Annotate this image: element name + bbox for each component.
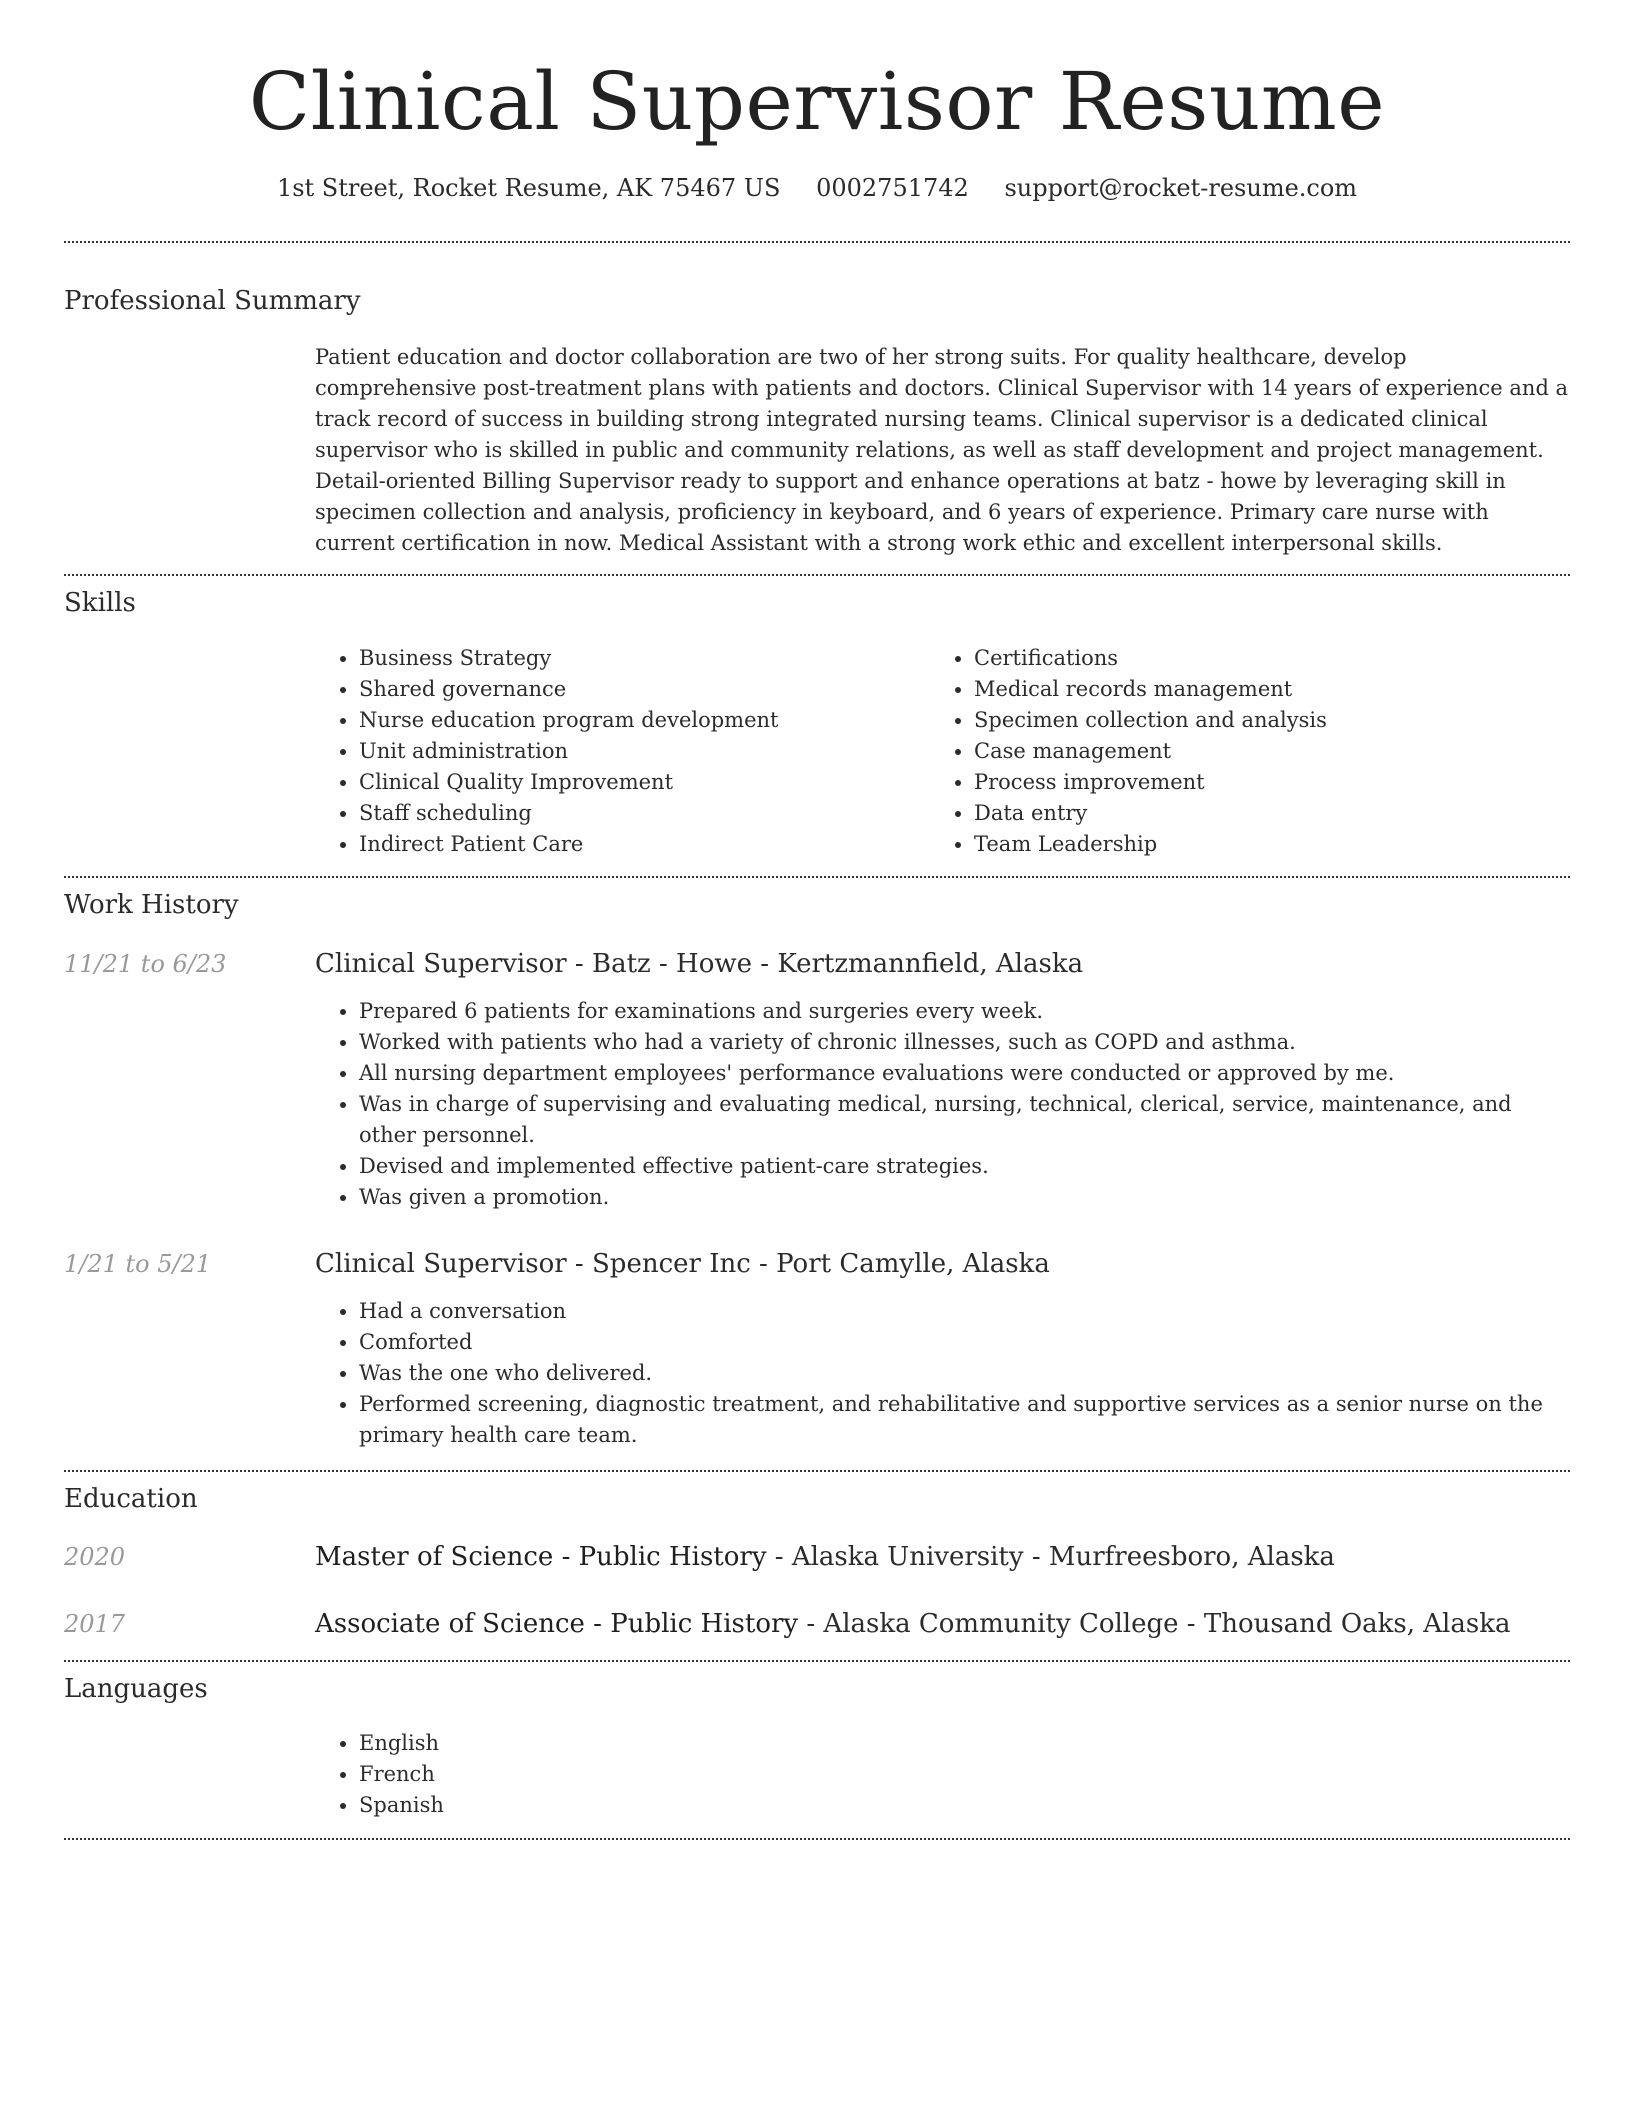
section-divider <box>64 1838 1570 1840</box>
skill-item: • Process improvement <box>974 767 1574 798</box>
contact-address: 1st Street, Rocket Resume, AK 75467 US <box>276 174 781 202</box>
skill-item: • Clinical Quality Improvement <box>359 767 919 798</box>
resume-title: Clinical Supervisor Resume <box>248 55 1386 148</box>
contact-phone: 0002751742 <box>816 174 969 202</box>
job-title: Clinical Supervisor - Spencer Inc - Port Camylle, Alaska <box>315 1249 1050 1279</box>
degree-name: Master of Science - Public History <box>315 1542 767 1572</box>
job-bullet: • Was given a promotion. <box>359 1182 1570 1213</box>
skill-item: • Shared governance <box>359 674 919 705</box>
job-bullet: • Prepared 6 patients for examinations and surgeries every week. <box>359 996 1570 1027</box>
skill-item: • Indirect Patient Care <box>359 829 919 860</box>
job-dates: 1/21 to 5/21 <box>64 1250 212 1278</box>
job-bullet: • Comforted <box>359 1327 1570 1358</box>
skill-item: • Unit administration <box>359 736 919 767</box>
skill-item: • Certifications <box>974 643 1574 674</box>
skill-item: • Nurse education program development <box>359 705 919 736</box>
skill-item: • Data entry <box>974 798 1574 829</box>
skill-item: • Specimen collection and analysis <box>974 705 1574 736</box>
summary-text: Patient education and doctor collaboration are two of her strong suits. For quality healthcare, develop comprehensive post-treatment plans with patients and doctors. Clinical Supervisor with 14 years of experience and a track record of success in building strong integrated nursing teams. Clinical supervisor is a dedicated clinical supervisor who is skilled in public and community relations, as well as staff development and project management. Detail-oriented Billing Supervisor ready to support and enhance operations at batz - howe by leveraging skill in specimen collection and analysis, proficiency in keyboard, and 6 years of experience. Primary care nurse with current certification in now. Medical Assistant with a strong work ethic and excellent interpersonal skills. <box>315 345 1569 555</box>
job-bullet: • All nursing department employees' performance evaluations were conducted or approved by me. <box>359 1058 1570 1089</box>
skills-heading: Skills <box>64 588 136 618</box>
education-year: 2020 <box>64 1543 126 1571</box>
skill-item: • Staff scheduling <box>359 798 919 829</box>
work-heading: Work History <box>64 890 239 920</box>
job-bullet: • Worked with patients who had a variety of chronic illnesses, such as COPD and asthma. <box>359 1027 1570 1058</box>
language-item: • Spanish <box>359 1790 919 1821</box>
school-info: - Alaska Community College - Thousand Oaks, Alaska <box>798 1609 1511 1639</box>
job-bullets <box>315 996 1570 1213</box>
job-bullet: • Had a conversation <box>359 1296 1570 1327</box>
education-entry <box>315 1540 1335 1574</box>
skill-item: • Team Leadership <box>974 829 1574 860</box>
section-divider <box>64 574 1570 576</box>
school-info: - Alaska University - Murfreesboro, Alaska <box>766 1542 1335 1572</box>
education-heading: Education <box>64 1484 198 1514</box>
section-divider <box>64 1470 1570 1472</box>
skill-item: • Business Strategy <box>359 643 919 674</box>
section-divider <box>64 876 1570 878</box>
job-dates: 11/21 to 6/23 <box>64 950 227 978</box>
languages-list <box>315 1728 919 1821</box>
job-title: Clinical Supervisor - Batz - Howe - Kertzmannfield, Alaska <box>315 949 1084 979</box>
job-bullet: • Was the one who delivered. <box>359 1358 1570 1389</box>
degree-name: Associate of Science - Public History <box>315 1609 799 1639</box>
language-item: • English <box>359 1728 919 1759</box>
contact-email[interactable]: support@rocket-resume.com <box>1004 174 1358 202</box>
job-bullets <box>315 1296 1570 1451</box>
section-divider <box>64 241 1570 243</box>
summary-heading: Professional Summary <box>64 286 361 316</box>
job-bullet: • Devised and implemented effective patient-care strategies. <box>359 1151 1570 1182</box>
section-divider <box>64 1660 1570 1662</box>
skills-list-left <box>315 643 919 860</box>
language-item: • French <box>359 1759 919 1790</box>
education-year: 2017 <box>64 1610 126 1638</box>
education-entry <box>315 1607 1510 1641</box>
skills-list-right <box>930 643 1574 860</box>
skill-item: • Case management <box>974 736 1574 767</box>
job-bullet: • Was in charge of supervising and evaluating medical, nursing, technical, clerical, service, maintenance, and other personnel. <box>359 1089 1570 1151</box>
contact-line <box>64 170 1570 206</box>
skill-item: • Medical records management <box>974 674 1574 705</box>
job-bullet: • Performed screening, diagnostic treatment, and rehabilitative and supportive services as a senior nurse on the primary health care team. <box>359 1389 1570 1451</box>
languages-heading: Languages <box>64 1674 208 1704</box>
